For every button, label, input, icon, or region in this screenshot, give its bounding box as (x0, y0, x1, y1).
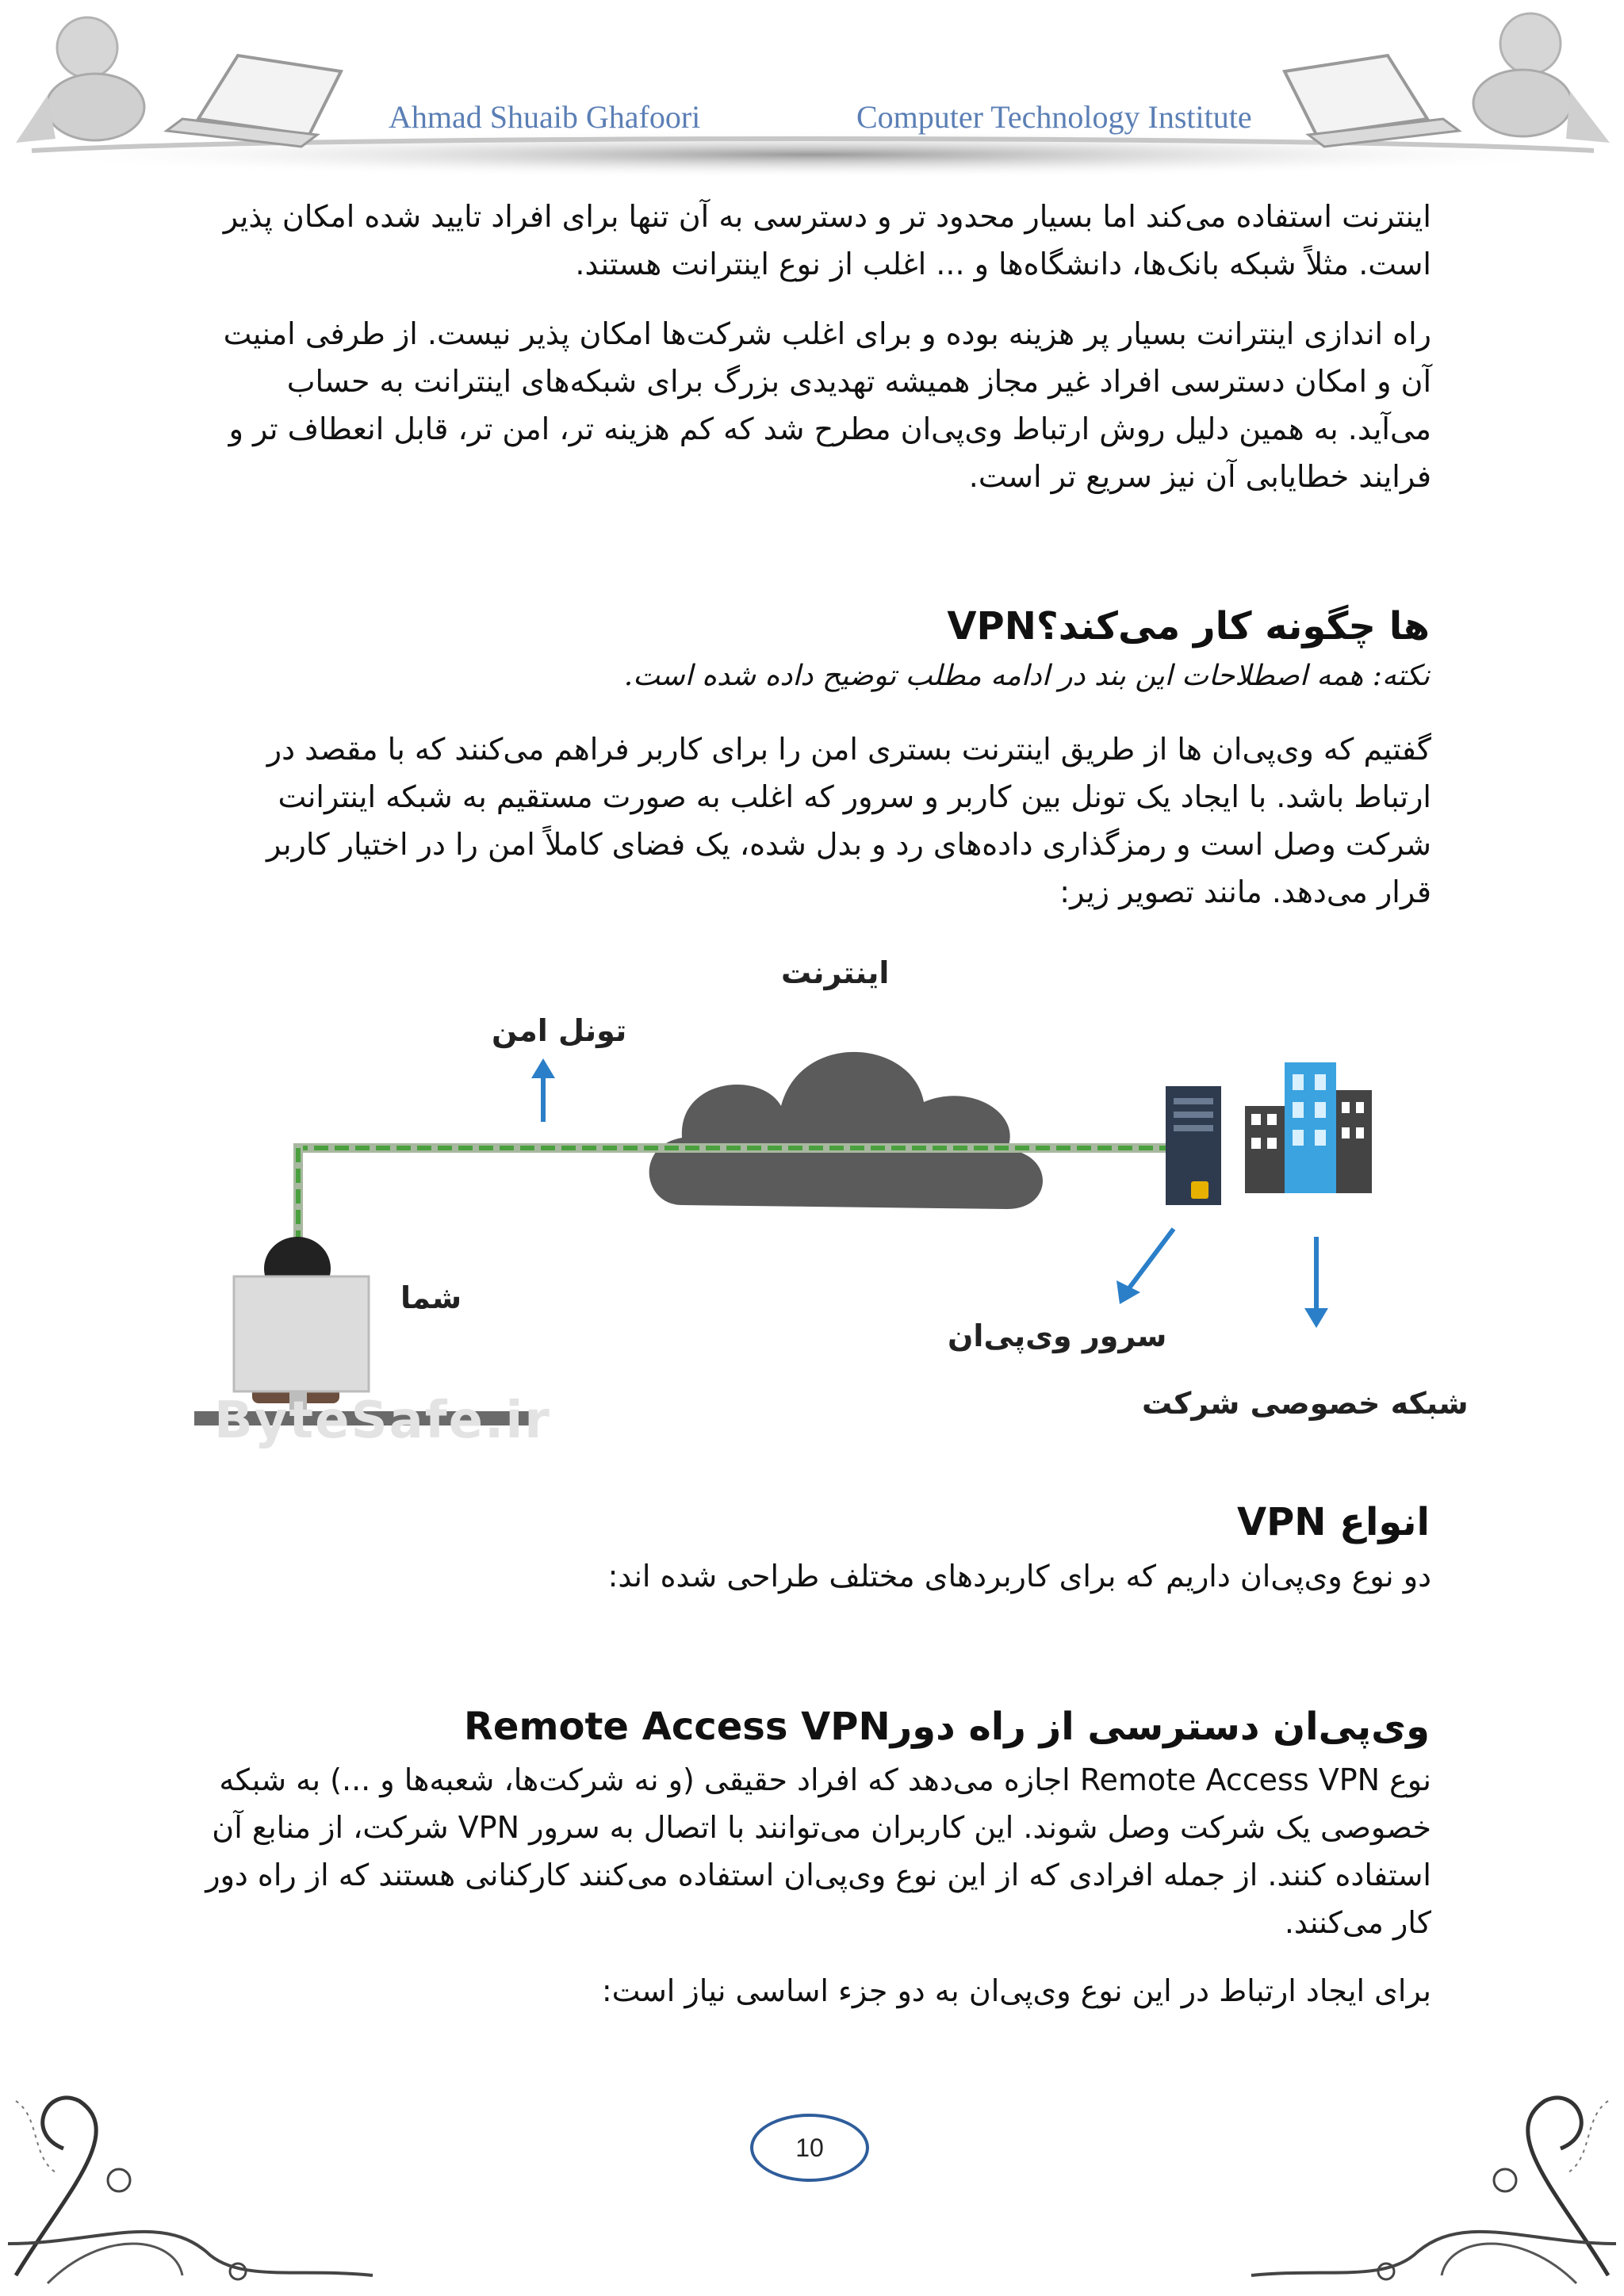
company-buildings-icon (1245, 1062, 1372, 1193)
intro-text (206, 193, 1431, 500)
types-paragraph-1: دو نوع وی‌پی‌ان داریم که برای کاربردهای مختلف طراحی شده اند: (607, 1559, 1431, 1594)
remote-text (202, 1756, 1431, 2015)
intro-paragraph-1: اینترنت استفاده می‌کند اما بسیار محدود تر و دسترسی به آن تنها برای افراد تایید شده امکان پذیر است. مثلاً شبکه بانک‌ها، دانشگاه‌ها و ... اغلب از نوع اینترانت هستند. (223, 199, 1431, 281)
remote-paragraph-1: نوع Remote Access VPN اجازه می‌دهد که افراد حقیقی (و نه شرکت‌ها، شعبه‌ها و ...) به شبکه خصوصی یک شرکت وصل شوند. این کاربران می‌توانند با اتصال به سرور VPN شرکت، از منابع آن استفاده کنند. از جمله افرادی که از این نوع وی‌پی‌ان استفاده می‌کنند کارکنانی هستند که از راه دور کار می‌کنند. (205, 1762, 1431, 1940)
how-paragraph-1: گفتیم که وی‌پی‌ان ها از طریق اینترنت بستری امن را برای کاربر فراهم می‌کنند که با مقصد در ارتباط باشد. با ایجاد یک تونل بین کاربر و سرور که اغلب به صورت مستقیم به شبکه اینترانت شرکت وصل است و رمزگذاری داده‌های رد و بدل شده، یک فضای کاملاً امن را در اختیار کاربر قرار می‌دهد. مانند تصویر زیر: (266, 732, 1431, 909)
internet-cloud-icon (649, 1052, 1043, 1209)
header-institute: Computer Technology Institute (856, 99, 1252, 135)
tunnel-arrow-icon (531, 1058, 555, 1122)
network-arrow-icon (1304, 1237, 1328, 1328)
vpn-server-icon (1166, 1086, 1221, 1205)
diagram-you-label: شما (400, 1280, 462, 1315)
types-text (230, 1552, 1431, 1600)
header-author: Ahmad Shuaib Ghafoori (389, 99, 701, 135)
footer-left-ornament-icon (0, 2085, 396, 2296)
diagram-private-network-label: شبکه خصوصی شرکت (1142, 1386, 1469, 1421)
heading-remote-access-vpn: وی‌پی‌ان دسترسی از راه دورRemote Access VPN (463, 1705, 1430, 1749)
heading-vpn-types: انواع VPN (1236, 1500, 1430, 1544)
diagram-vpn-server-label: سرور وی‌پی‌ان (948, 1318, 1167, 1353)
heading-how-vpn-works: VPNها چگونه کار می‌کند؟ (947, 604, 1430, 649)
diagram-tunnel-label: تونل امن (492, 1013, 627, 1048)
how-text (230, 725, 1431, 916)
header-decoration (0, 0, 1624, 182)
note-text: نکته: همه اصطلاحات این بند در ادامه مطلب توضیح داده شده است. (623, 660, 1430, 692)
left-figure-icon (16, 17, 341, 147)
vpn-diagram (190, 943, 1427, 1459)
diagram-internet-label: اینترنت (781, 955, 890, 990)
intro-paragraph-2: راه اندازی اینترانت بسیار پر هزینه بوده و برای اغلب شرکت‌ها امکان پذیر نیست. از طرفی امنیت آن و امکان دسترسی افراد غیر مجاز همیشه تهدیدی بزرگ برای شبکه‌های اینترانت به حساب می‌آید. به همین دلیل روش ارتباط وی‌پی‌ان مطرح شد که کم هزینه تر، امن تر، قابل انعطاف تر و فرایند خطایابی آن نیز سریع تر است. (223, 316, 1431, 494)
page-number: 10 (750, 2114, 869, 2182)
remote-paragraph-2: برای ایجاد ارتباط در این نوع وی‌پی‌ان به دو جزء اساسی نیاز است: (601, 1973, 1431, 2008)
right-figure-icon (1285, 13, 1610, 147)
server-arrow-icon (1116, 1229, 1174, 1304)
footer-right-ornament-icon (1228, 2085, 1624, 2296)
diagram-watermark: ByteSafe.ir (214, 1391, 551, 1450)
